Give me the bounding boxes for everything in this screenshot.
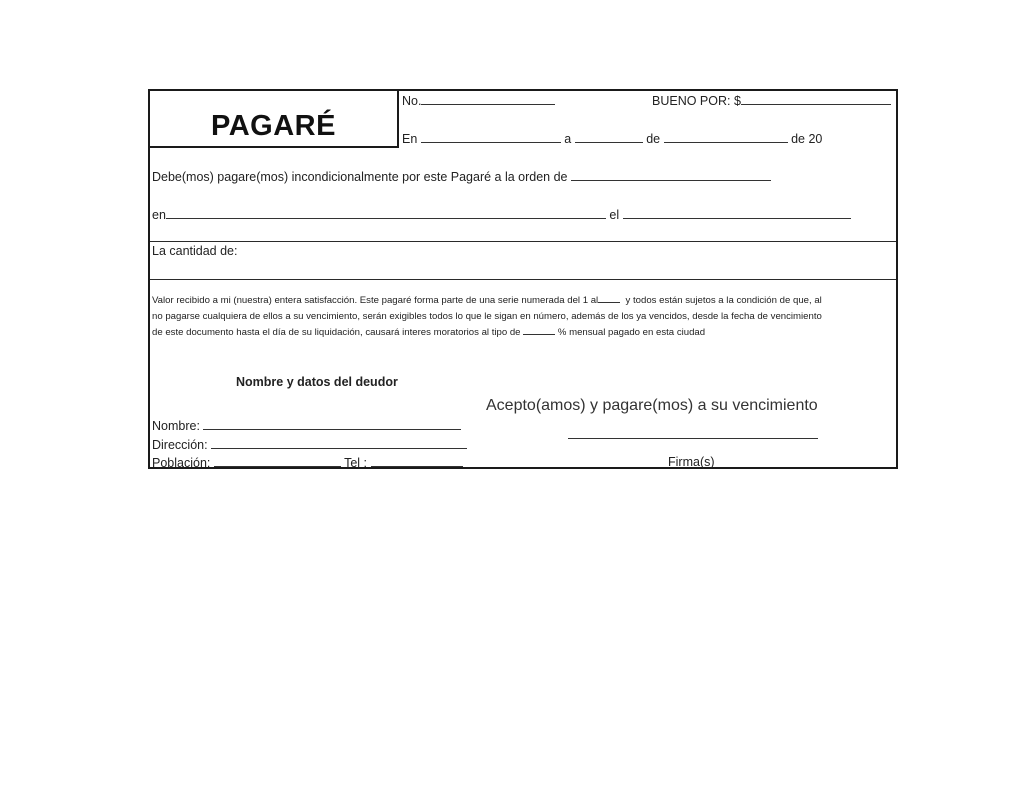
year-label: de 20: [791, 132, 823, 146]
name-blank[interactable]: [203, 418, 461, 430]
terms-line2: no pagarse cualquiera de ellos a su vencimiento, serán exigibles todos lo que le sigan en número, además de los ya vencidos, desde la fecha de vencimiento: [152, 311, 822, 322]
terms-line1b: y todos están sujetos a la condición de que, al: [625, 295, 822, 306]
debtor-town-row: [152, 455, 463, 471]
de-label: de: [646, 132, 661, 146]
place-blank[interactable]: [421, 131, 561, 143]
bueno-por-label: BUENO POR: $: [652, 94, 741, 108]
day-blank[interactable]: [575, 131, 643, 143]
phone-label: Tel :: [344, 456, 368, 470]
place-date-header: [402, 131, 822, 147]
document-title: PAGARÉ: [211, 110, 336, 142]
order-line: [152, 169, 771, 185]
terms-line3b: % mensual pagado en esta ciudad: [557, 327, 706, 338]
town-label: Población:: [152, 456, 211, 470]
promissory-note-form: [148, 89, 898, 469]
order-text: Debe(mos) pagare(mos) incondicionalmente por este Pagaré a la orden de: [152, 170, 568, 184]
interest-rate-blank[interactable]: [523, 325, 555, 335]
debtor-heading: Nombre y datos del deudor: [236, 375, 398, 389]
amount-field[interactable]: [150, 241, 896, 279]
title-box: [148, 89, 399, 148]
place-label: En: [402, 132, 418, 146]
phone-blank[interactable]: [371, 455, 463, 467]
address-blank[interactable]: [211, 437, 467, 449]
signature-label: Firma(s): [668, 455, 715, 469]
name-label: Nombre:: [152, 419, 200, 433]
town-blank[interactable]: [214, 455, 341, 467]
el-label: el: [609, 208, 620, 222]
amount-label: La cantidad de:: [152, 244, 238, 258]
debtor-address-row: [152, 437, 467, 453]
divider-2: [150, 279, 896, 280]
debtor-name-row: [152, 418, 461, 434]
terms-line3a: de este documento hasta el día de su liquidación, causará interes moratorios al tipo de: [152, 327, 521, 338]
month-blank[interactable]: [664, 131, 788, 143]
bueno-por-field[interactable]: [652, 93, 891, 109]
terms-line1a: Valor recibido a mi (nuestra) entera satisfacción. Este pagaré forma parte de una serie numerada del 1 al: [152, 295, 599, 306]
a-label: a: [564, 132, 572, 146]
payment-date-blank[interactable]: [623, 207, 851, 219]
address-label: Dirección:: [152, 438, 208, 452]
place-date-line: [152, 207, 851, 223]
number-blank[interactable]: [421, 93, 555, 105]
terms-paragraph: [152, 293, 896, 341]
payee-blank[interactable]: [571, 169, 771, 181]
signature-line[interactable]: [568, 438, 818, 439]
payment-place-blank[interactable]: [166, 207, 606, 219]
acceptance-text: Acepto(amos) y pagare(mos) a su vencimiento: [486, 397, 818, 414]
number-label: No.: [402, 94, 422, 108]
en-label: en: [152, 208, 166, 222]
number-field[interactable]: [402, 93, 555, 109]
series-count-blank[interactable]: [598, 293, 620, 303]
bueno-por-blank[interactable]: [741, 93, 891, 105]
